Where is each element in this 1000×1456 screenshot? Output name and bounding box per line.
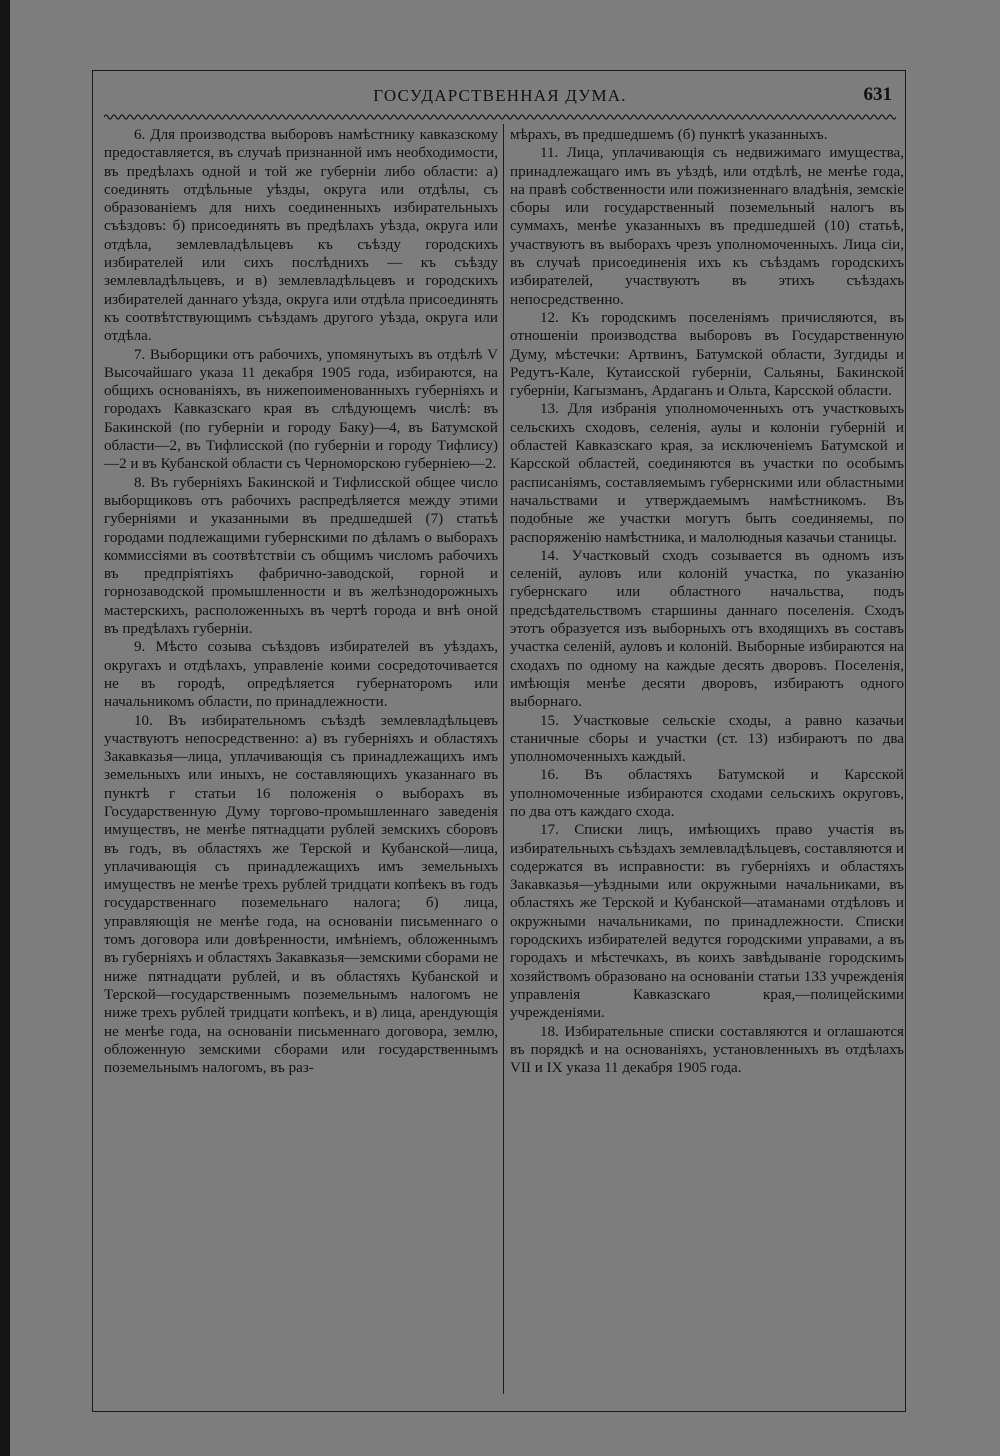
scan-edge (0, 0, 10, 1456)
paragraph-6: 6. Для производства выборовъ намѣстнику кавказскому предоставляется, въ случаѣ признанной имъ необходимости, въ предѣлахъ одной и той же губерніи либо области: а) соединять отдѣльные уѣзды, округа или отдѣлы, съ образованіемъ для нихъ соединенныхъ избирательныхъ съѣздовъ: б) присоединять въ предѣлахъ уѣзда, округа или отдѣла, землевладѣльцевъ къ съѣзду городскихъ избирателей или сихъ послѣднихъ — къ съѣзду землевладѣльцевъ, и в) землевладѣльцевъ и городскихъ избирателей даннаго уѣзда, округа или отдѣла присоединять къ соотвѣтствующимъ съѣздамъ другого уѣзда, округа или отдѣла. (104, 127, 498, 345)
paragraph-7: 7. Выборщики отъ рабочихъ, упомянутыхъ въ отдѣлѣ V Высочайшаго указа 11 декабря 1905 года, избираются, на общихъ основаніяхъ, въ нижепоименованныхъ губерніяхъ и городахъ Кавказскаго края въ слѣдующемъ числѣ: въ Бакинской (по губерніи и городу Баку)—4, въ Батумской области—2, въ Тифлисской (по губерніи и городу Тифлису)—2 и въ Кубанской области съ Черноморскою губерніею—2. (104, 346, 498, 473)
paragraph-13: 13. Для избранія уполномоченныхъ отъ участковыхъ сельскихъ сходовъ, селенія, аулы и колоніи губерній и областей Кавказскаго края, за исключеніемъ Батумской и Карсской областей, соединяются въ участки по особымъ расписаніямъ, составляемымъ губернскими или областными начальствами и утверждаемымъ намѣстникомъ. Въ подобные же участки могутъ быть соединяемы, по распоряженію намѣстника, и малолюдныя казачьи станицы. (510, 401, 904, 546)
paragraph-11: 11. Лица, уплачивающія съ недвижимаго имущества, принадлежащаго имъ въ уѣздѣ, или отдѣлѣ, не менѣе года, на правѣ собственности или пожизненнаго владѣнія, земскіе сборы или государственный поземельный налогъ въ суммахъ, менѣе указанныхъ въ предшедшей (10) статьѣ, участвуютъ въ выборахъ чрезъ уполномоченныхъ. Лица сіи, въ случаѣ присоединенія ихъ къ съѣздамъ городскихъ избирателей, участвуютъ въ этихъ съѣздахъ непосредственно. (510, 145, 904, 308)
paragraph-16: 16. Въ областяхъ Батумской и Карсской уполномоченные избираются сходами сельскихъ округовъ, по два отъ каждаго схода. (510, 767, 904, 820)
paragraph-14: 14. Участковый сходъ созывается въ одномъ изъ селеній, ауловъ или колоній участка, по указанію губернскаго или областного начальства, подъ предсѣдательствомъ старшины даннаго поселенія. Сходъ этотъ образуется изъ выборныхъ отъ входящихъ въ составъ участка селеній, ауловъ и колоній. Выборные избираются на сходахъ по одному на каждые десять дворовъ. Поселенія, имѣющія менѣе десяти дворовъ, избираютъ одного выборнаго. (510, 547, 904, 711)
paragraph-10-continued: мѣрахъ, въ предшедшемъ (б) пунктѣ указанныхъ. (510, 127, 828, 143)
paragraph-12: 12. Къ городскимъ поселеніямъ причисляются, въ отношеніи производства выборовъ въ Государственную Думу, мѣстечки: Артвинъ, Батумской области, Зугдиды и Редутъ-Кале, Кутаисской губерніи, Сальяны, Бакинской губерніи, Кагызманъ, Ардаганъ и Ольта, Карсской области. (510, 309, 904, 400)
column-divider (503, 124, 504, 1394)
wavy-rule (104, 112, 896, 122)
paragraph-9: 9. Мѣсто созыва съѣздовъ избирателей въ уѣздахъ, округахъ и отдѣлахъ, управленіе коими сосредоточивается не въ городѣ, опредѣляется губернаторомъ или начальникомъ области, по принадлежности. (104, 639, 498, 711)
paragraph-15: 15. Участковые сельскіе сходы, а равно казачьи станичные сборы и участки (ст. 13) избираютъ по два уполномоченныхъ каждый. (510, 712, 904, 766)
paragraph-10: 10. Въ избирательномъ съѣздѣ землевладѣльцевъ участвуютъ непосредственно: а) въ губерніяхъ и областяхъ Закавказья—лица, уплачивающія съ принадлежащихъ имъ земельныхъ или иныхъ, не составляющихъ указаннаго въ пунктѣ г статьи 16 положенія о выборахъ въ Государственную Думу торгово-промышленнаго заведенія имуществъ, не менѣе пятнадцати рублей земскихъ сборовъ въ годъ, въ областяхъ же Терской и Кубанской—лица, уплачивающія съ принадлежащихъ имъ земельныхъ имуществъ не менѣе трехъ рублей тридцати копѣекъ въ годъ государственнаго поземельнаго налога; б) лица, управляющія не менѣе года, на основаніи письменнаго о томъ договора или довѣренности, имѣніемъ, обложеннымъ въ губерніяхъ и областяхъ Закавказья—земскими сборами не ниже пятнадцати рублей, и въ областяхъ Кубанской и Терской—государственнымъ поземельнымъ налогомъ не ниже трехъ рублей тридцати копѣекъ, и в) лица, арендующія не менѣе года, на основаніи письменнаго договора, землю, обложенную земскими сборами или государственнымъ поземельнымъ налогомъ, въ раз- (104, 712, 498, 1077)
right-column (510, 126, 904, 1077)
paragraph-18: 18. Избирательные списки составляются и оглашаются въ порядкѣ и на основаніяхъ, установленныхъ въ отдѣлахъ VII и IX указа 11 декабря 1905 года. (510, 1023, 904, 1077)
paragraph-17: 17. Списки лицъ, имѣющихъ право участія въ избирательныхъ съѣздахъ землевладѣльцевъ, составляются и содержатся въ исправности: въ губерніяхъ и областяхъ Закавказья—уѣздными или окружными начальниками, въ областяхъ же Терской и Кубанской—атаманами отдѣловъ и окружными начальниками, по принадлежности. Списки городскихъ избирателей ведутся городскими управами, а въ городахъ и мѣстечкахъ, въ коихъ завѣдываніе городскимъ хозяйствомъ образовано на основаніи статьи 133 учрежденія управленія Кавказскаго края,—полицейскими учрежденіями. (510, 822, 904, 1022)
page-number: 631 (863, 84, 892, 105)
header-title: ГОСУДАРСТВЕННАЯ ДУМА. (373, 86, 627, 105)
paragraph-8: 8. Въ губерніяхъ Бакинской и Тифлисской общее число выборщиковъ отъ рабочихъ распредѣляется между этими губерніями и указанными въ предшедшей (7) статьѣ городами подлежащими губернскими по дѣламъ о выборахъ коммиссіями въ соотвѣтствіи съ общимъ числомъ рабочихъ въ предпріятіяхъ фабрично-заводской, горной и горнозаводской промышленности и въ желѣзнодорожныхъ мастерскихъ, расположенныхъ въ чертѣ города и внѣ оной въ предѣлахъ губерніи. (104, 474, 498, 638)
left-column (104, 126, 498, 1077)
